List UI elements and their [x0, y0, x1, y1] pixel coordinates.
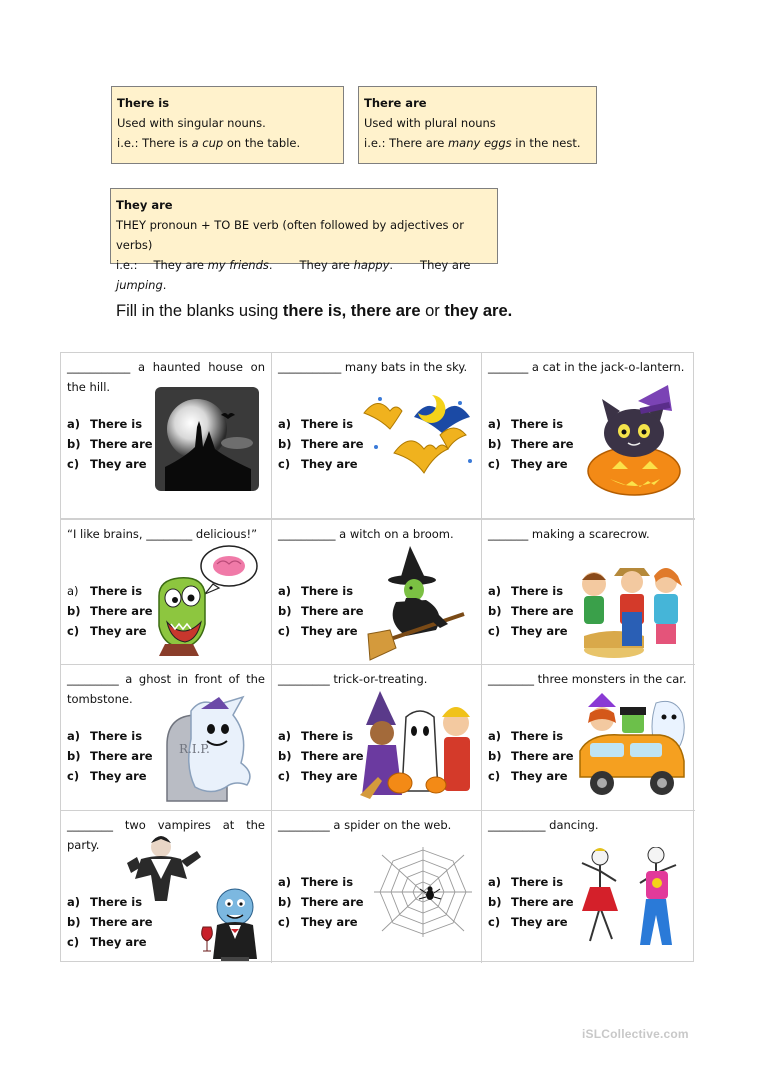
zombie-brain-picture	[151, 542, 263, 658]
rule-title: There are	[364, 96, 427, 110]
option-c[interactable]: c) They are	[67, 769, 147, 783]
witch-on-broom-picture	[366, 542, 470, 662]
trick-or-treaters-picture	[360, 687, 474, 803]
kids-scarecrow-picture	[574, 548, 690, 660]
option-a[interactable]: a) There is	[488, 584, 564, 598]
option-a[interactable]: a) There is	[278, 875, 354, 889]
haunted-castle-picture	[155, 387, 259, 491]
option-a[interactable]: a) There is	[67, 584, 143, 598]
option-b[interactable]: b) There are	[278, 437, 364, 451]
option-b[interactable]: b) There are	[488, 895, 574, 909]
question-cell	[272, 519, 482, 665]
answer-options	[67, 581, 153, 641]
option-c[interactable]: c) They are	[278, 769, 358, 783]
option-a[interactable]: a) There is	[278, 584, 354, 598]
option-b[interactable]: b) There are	[278, 895, 364, 909]
option-b[interactable]: b) There are	[278, 749, 364, 763]
option-a[interactable]: a) There is	[67, 729, 143, 743]
question-text: ___________ many bats in the sky.	[278, 360, 468, 374]
question-cell	[482, 519, 695, 665]
option-b[interactable]: b) There are	[488, 749, 574, 763]
question-text: _______ a cat in the jack-o-lantern.	[488, 360, 685, 374]
question-text: “I like brains, ________ delicious!”	[67, 527, 258, 541]
option-c[interactable]: c) They are	[278, 624, 358, 638]
question-text: __________ a witch on a broom.	[278, 527, 454, 541]
answer-options	[488, 414, 574, 474]
option-b[interactable]: b) There are	[488, 604, 574, 618]
option-b[interactable]: b) There are	[67, 915, 153, 929]
answer-options	[488, 726, 574, 786]
rule-box-there-is	[111, 86, 344, 164]
rule-description: Used with plural nouns	[364, 116, 496, 130]
answer-options	[67, 414, 153, 474]
svg-text:R.I.P.: R.I.P.	[179, 742, 210, 756]
rule-box-there-are	[358, 86, 597, 164]
question-cell	[272, 811, 482, 963]
option-c[interactable]: c) They are	[488, 769, 568, 783]
option-c[interactable]: c) They are	[67, 624, 147, 638]
rule-description: THEY pronoun + TO BE verb (often followed by adjectives or verbs)	[116, 218, 464, 252]
answer-options	[278, 872, 364, 932]
option-c[interactable]: c) They are	[488, 915, 568, 929]
rule-description: Used with singular nouns.	[117, 116, 266, 130]
option-a[interactable]: a) There is	[278, 417, 354, 431]
question-text: __________ dancing.	[488, 818, 599, 832]
option-c[interactable]: c) They are	[67, 457, 147, 471]
question-text: _________ a spider on the web.	[278, 818, 452, 832]
answer-options	[67, 726, 153, 786]
question-cell	[482, 811, 695, 963]
question-text: ________ two vampires at the party.	[67, 818, 265, 852]
question-cell	[272, 353, 482, 519]
option-b[interactable]: b) There are	[488, 437, 574, 451]
rule-example: i.e.: There are many eggs in the nest.	[364, 136, 581, 150]
question-cell	[61, 665, 272, 811]
option-b[interactable]: b) There are	[278, 604, 364, 618]
answer-options	[278, 581, 364, 641]
answer-options	[488, 872, 574, 932]
question-text: _________ a ghost in front of the tombstone.	[67, 672, 265, 706]
question-cell	[61, 353, 272, 519]
option-a[interactable]: a) There is	[278, 729, 354, 743]
spider-web-picture	[374, 847, 472, 937]
option-c[interactable]: c) They are	[278, 915, 358, 929]
answer-options	[488, 581, 574, 641]
cat-in-pumpkin-picture	[582, 381, 692, 497]
ghost-tombstone-picture	[161, 693, 259, 805]
option-b[interactable]: b) There are	[67, 749, 153, 763]
option-b[interactable]: b) There are	[67, 604, 153, 618]
question-cell	[272, 665, 482, 811]
answer-options	[278, 726, 364, 786]
option-a[interactable]: a) There is	[488, 875, 564, 889]
question-text: ___________ a haunted house on the hill.	[67, 360, 265, 394]
rule-title: There is	[117, 96, 170, 110]
question-text: ________ three monsters in the car.	[488, 672, 687, 686]
option-a[interactable]: a) There is	[67, 417, 143, 431]
question-cell	[482, 353, 695, 519]
rule-example: i.e.: There is a cup on the table.	[117, 136, 301, 150]
question-cell	[61, 519, 272, 665]
monsters-car-picture	[576, 691, 688, 803]
exercise-grid	[60, 352, 694, 962]
option-a[interactable]: a) There is	[488, 729, 564, 743]
dancing-skeletons-picture	[572, 847, 690, 951]
watermark: iSLCollective.com	[582, 1027, 689, 1041]
option-c[interactable]: c) They are	[67, 935, 147, 949]
option-c[interactable]: c) They are	[488, 624, 568, 638]
rule-title: They are	[116, 198, 173, 212]
question-text: _______ making a scarecrow.	[488, 527, 650, 541]
option-b[interactable]: b) There are	[67, 437, 153, 451]
instructions: Fill in the blanks using there is, there are or they are.	[116, 302, 513, 320]
option-c[interactable]: c) They are	[278, 457, 358, 471]
question-text: _________ trick-or-treating.	[278, 672, 428, 686]
rule-box-they-are	[110, 188, 498, 292]
option-c[interactable]: c) They are	[488, 457, 568, 471]
vampires-picture	[125, 833, 265, 961]
question-cell	[482, 665, 695, 811]
bats-and-moon-picture	[360, 391, 478, 477]
answer-options	[278, 414, 364, 474]
option-a[interactable]: a) There is	[488, 417, 564, 431]
rule-examples: i.e.: They are my friends. They are happy. They are jumping.	[116, 258, 471, 292]
question-cell	[61, 811, 272, 963]
option-a[interactable]: a) There is	[67, 895, 143, 909]
